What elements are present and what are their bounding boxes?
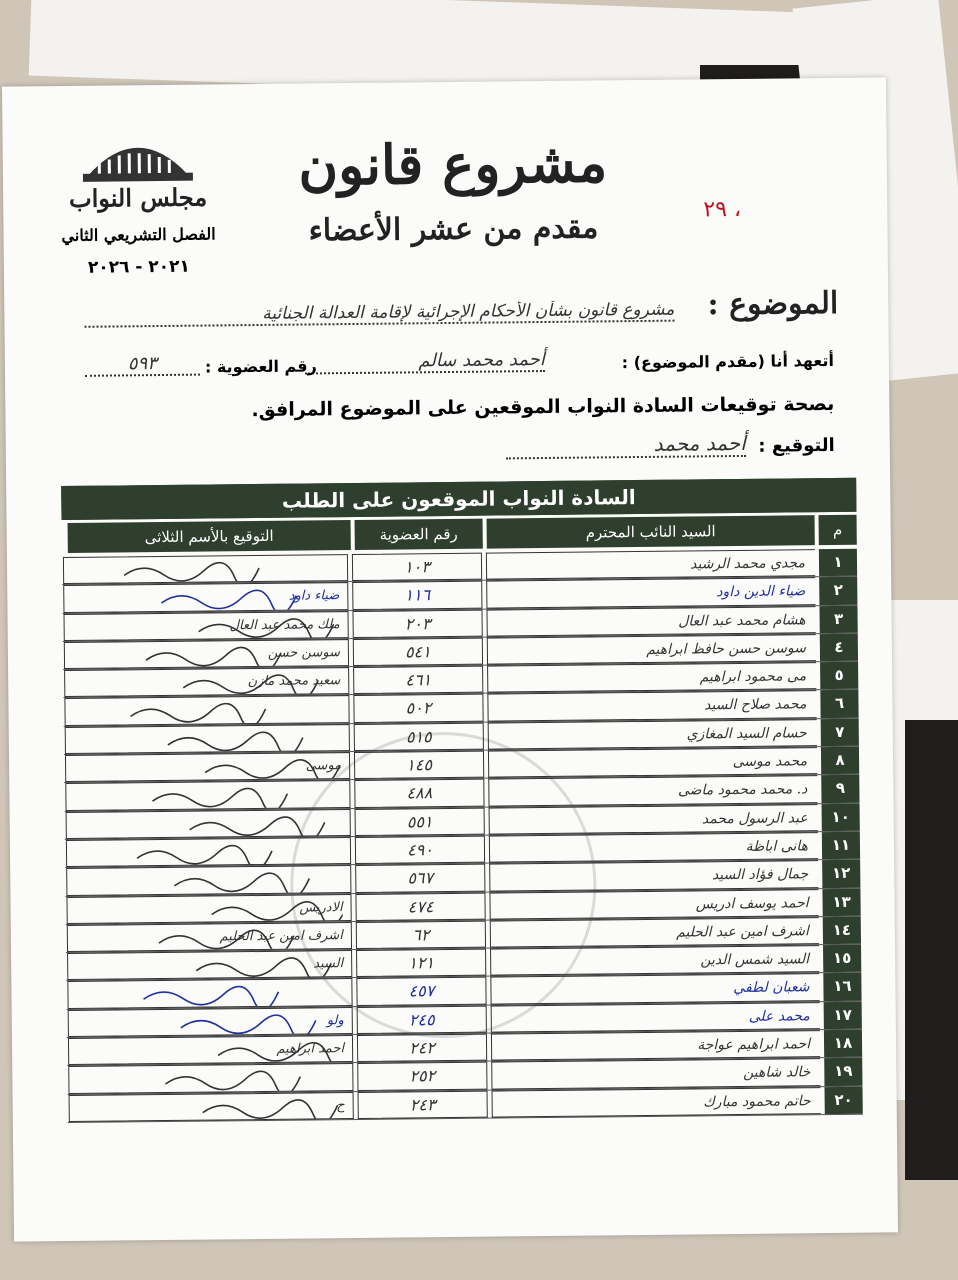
row-number: ١٨ (824, 1030, 862, 1058)
signature-scribble (66, 782, 341, 811)
signature-scribble (66, 725, 341, 754)
signature-scribble (67, 866, 342, 895)
member-name: مجدي محمد الرشيد (486, 549, 815, 580)
member-signature (65, 752, 350, 782)
signature-text: اشرف امين عبد الحليم (219, 927, 343, 945)
member-name: محمد صلاح السيد (487, 691, 816, 722)
dome-icon (72, 125, 203, 186)
pledge-name: أحمد محمد سالم (305, 349, 545, 375)
member-signature (68, 1063, 353, 1093)
signature-text: السيد (313, 956, 344, 972)
membership-number: ٤٨٨ (354, 779, 484, 808)
member-signature (69, 1092, 354, 1122)
signature-scribble (70, 1093, 345, 1122)
row-number: ١٤ (823, 917, 861, 945)
membership-label: رقم العضوية : (204, 356, 317, 377)
member-signature (66, 894, 351, 924)
member-name: عبد الرسول محمد (489, 804, 818, 835)
member-signature (66, 809, 351, 839)
signature-scribble (69, 1008, 344, 1037)
row-number: ١١ (822, 832, 860, 860)
col-membership-header: رقم العضوية (355, 519, 483, 550)
row-number: ٦ (820, 690, 858, 718)
row-number: ١٠ (822, 803, 860, 831)
table-title: السادة النواب الموقعون على الطلب (61, 478, 856, 520)
membership-number: ٢٠٣ (352, 609, 482, 638)
row-number: ٧ (821, 719, 859, 747)
member-name: شعبان لطفي (490, 974, 819, 1005)
member-name: جمال فؤاد السيد (489, 860, 818, 891)
document-title: مشروع قانون (298, 130, 608, 198)
membership-number: ٤٦١ (353, 666, 483, 695)
signature-scribble (68, 951, 343, 980)
signature-scribble (65, 612, 340, 641)
row-number: ٤ (820, 634, 858, 662)
member-signature (63, 554, 348, 584)
row-number: ٩ (821, 775, 859, 803)
signature-text: سعيد محمد مازن (247, 673, 341, 690)
member-name: هانى اباظة (489, 832, 818, 863)
membership-number: ٢٤٣ (358, 1090, 488, 1119)
row-number: ٨ (821, 747, 859, 775)
row-number: ١٦ (823, 973, 861, 1001)
row-number: ١٩ (824, 1058, 862, 1086)
row-number: ٣ (819, 605, 857, 633)
member-signature (67, 950, 352, 980)
row-number: ١٥ (823, 945, 861, 973)
member-name: احمد يوسف ادريس (489, 889, 818, 920)
member-name: محمد على (491, 1002, 820, 1033)
signature-scribble (65, 697, 340, 726)
member-name: خالد شاهين (491, 1058, 820, 1089)
membership-number: ٥٥١ (355, 807, 485, 836)
row-number: ١٢ (822, 860, 860, 888)
row-number: ١٣ (822, 888, 860, 916)
membership-number: ١٢١ (356, 949, 486, 978)
member-name: احمد ابراهيم عواجة (491, 1030, 820, 1061)
col-signature-header: التوقيع بالأسم الثلاثى (68, 520, 351, 553)
member-signature (64, 667, 349, 697)
signatures-table (61, 478, 863, 1123)
member-name: حسام السيد المغازي (488, 719, 817, 750)
member-signature (68, 1035, 353, 1065)
signature-text: ح (336, 1097, 345, 1113)
page-mark: ٢٩ ، (703, 196, 742, 223)
membership-number: ٢٥٢ (357, 1062, 487, 1091)
member-signature (65, 780, 350, 810)
member-name: هشام محمد عبد العال (486, 606, 815, 637)
member-signature (63, 582, 348, 612)
signature-scribble (67, 895, 342, 924)
member-name: د. محمد محمود ماضى (488, 776, 817, 807)
member-name: ضياء الدين داود (486, 577, 815, 608)
membership-number: ٥٠٢ (353, 694, 483, 723)
member-signature (65, 724, 350, 754)
signature-text: ملك محمد عبد العال (229, 616, 340, 633)
membership-number: ١١٦ (352, 581, 482, 610)
pledge-membership-number: ٥٩٣ (85, 353, 200, 377)
membership-number: ١٤٥ (354, 751, 484, 780)
row-number: ٢ (819, 577, 857, 605)
col-name-header: السيد النائب المحترم (487, 515, 815, 548)
member-name: اشرف امين عبد الحليم (490, 917, 819, 948)
term-years: ٢٠٢١ - ٢٠٢٦ (87, 256, 190, 278)
member-signature (66, 865, 351, 895)
membership-number: ٤٧٤ (355, 892, 485, 921)
signature-scribble (69, 1036, 344, 1065)
signature-text: ضياء داود (288, 588, 340, 604)
signature-text: موسى (305, 758, 342, 774)
pledge-label: أتعهد أنا (مقدم الموضوع) : (621, 350, 834, 373)
signature-scribble (65, 640, 340, 669)
row-number: ١٧ (824, 1001, 862, 1029)
row-number: ٥ (820, 662, 858, 690)
membership-number: ٢٤٢ (357, 1034, 487, 1063)
legislative-term: الفصل التشريعي الثاني (61, 224, 216, 246)
membership-number: ١٠٣ (352, 553, 482, 582)
member-signature (64, 696, 349, 726)
member-name: محمد موسى (488, 747, 817, 778)
signature-scribble (65, 668, 340, 697)
member-signature (66, 837, 351, 867)
member-name: حاتم محمود مبارك (492, 1087, 821, 1118)
member-name: سوسن حسن حافظ ابراهيم (487, 634, 816, 665)
signature-scribble (66, 753, 341, 782)
membership-number: ٥٤١ (353, 638, 483, 667)
membership-number: ٢٤٥ (357, 1005, 487, 1034)
table-header (62, 515, 857, 553)
signature-scribble (68, 980, 343, 1009)
pledge-statement: بصحة توقيعات السادة النواب الموقعين على الموضوع المرافق. (251, 392, 835, 422)
signature-scribble (67, 810, 342, 839)
subject-value: مشروع قانون بشأن الأحكام الإجرائية لإقامة العدالة الجنائية (84, 300, 674, 328)
member-signature (67, 978, 352, 1008)
dark-folder-right (905, 720, 958, 1180)
document-subtitle: مقدم من عشر الأعضاء (308, 210, 599, 249)
signature-scribble (67, 838, 342, 867)
membership-number: ٥٦٧ (355, 864, 485, 893)
member-signature (68, 1007, 353, 1037)
signature-label: التوقيع : (758, 434, 835, 457)
signature-scribble (69, 1064, 344, 1093)
signature-text: الادريس (299, 899, 343, 916)
membership-number: ٥١٥ (354, 722, 484, 751)
subject-label: الموضوع : (707, 285, 839, 323)
signature-scribble (68, 923, 343, 952)
row-number: ١ (819, 549, 857, 577)
signature-text: ولو (326, 1012, 344, 1029)
membership-number: ٤٩٠ (355, 836, 485, 865)
member-signature (64, 639, 349, 669)
table-body (62, 549, 863, 1123)
parliament-logo (72, 125, 203, 186)
member-name: السيد شمس الدين (490, 945, 819, 976)
membership-number: ٤٥٧ (356, 977, 486, 1006)
petition-paper (2, 77, 898, 1241)
membership-number: ٦٢ (356, 920, 486, 949)
signature-scribble (64, 583, 339, 612)
signature-text: احمد ابراهيم (276, 1041, 345, 1057)
signature-scribble (64, 555, 339, 584)
member-signature (63, 611, 348, 641)
row-number: ٢٠ (824, 1086, 862, 1114)
pledge-signature: أحمد محمد (506, 431, 746, 460)
member-signature (67, 922, 352, 952)
col-num-header: م (819, 515, 857, 545)
member-name: مى محمود ابراهيم (487, 662, 816, 693)
parliament-name: مجلس النواب (68, 182, 208, 213)
signature-text: سوسن حسن (267, 645, 340, 661)
